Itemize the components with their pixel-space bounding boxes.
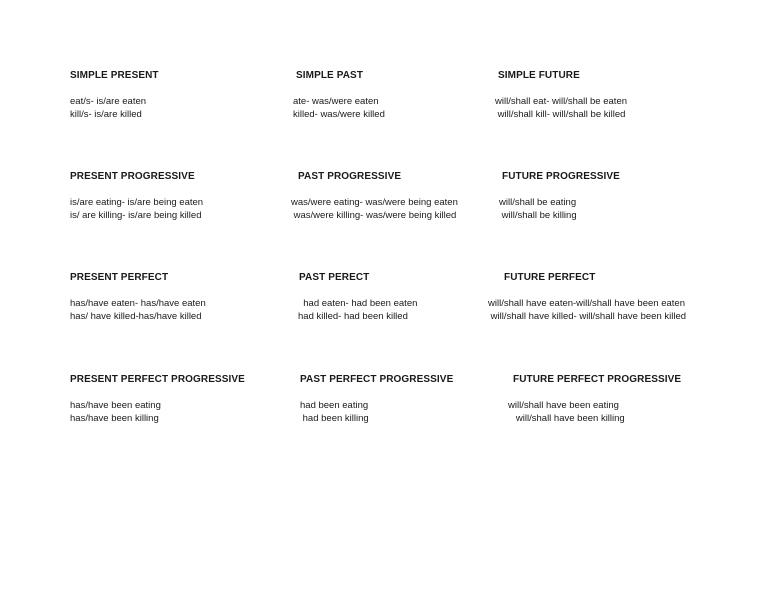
tense-line: had been eating xyxy=(300,400,369,411)
tense-line: has/have been eating xyxy=(70,400,161,411)
tense-heading: SIMPLE PRESENT xyxy=(70,70,159,81)
tense-heading: PRESENT PERFECT xyxy=(70,272,169,283)
tense-heading: PAST PERFECT PROGRESSIVE xyxy=(300,374,454,385)
tense-heading: PAST PROGRESSIVE xyxy=(298,171,402,182)
tense-block-future-perfect-progressive xyxy=(508,374,681,425)
tense-block-future-progressive xyxy=(499,171,620,222)
tense-line: will/shall have been killing xyxy=(508,413,625,424)
tense-block-past-perfect-progressive xyxy=(300,374,453,425)
tense-line: kill/s- is/are killed xyxy=(70,109,142,120)
tense-block-present-perfect-progressive xyxy=(70,374,245,425)
tense-block-present-perfect xyxy=(70,272,206,323)
tense-line: had killed- had been killed xyxy=(298,311,408,322)
tense-line: will/shall have killed- will/shall have been killed xyxy=(488,311,687,322)
tense-heading: SIMPLE FUTURE xyxy=(498,70,580,81)
tense-line: was/were eating- was/were being eaten xyxy=(291,197,458,208)
tense-heading: PRESENT PERFECT PROGRESSIVE xyxy=(70,374,245,385)
tense-heading: SIMPLE PAST xyxy=(296,70,364,81)
tense-block-simple-future xyxy=(495,70,627,121)
tense-heading: FUTURE PERFECT PROGRESSIVE xyxy=(513,374,682,385)
tense-heading: FUTURE PERFECT xyxy=(504,272,596,283)
tense-block-future-perfect xyxy=(488,272,686,323)
tense-line: was/were killing- was/were being killed xyxy=(291,210,457,221)
tense-line: is/ are killing- is/are being killed xyxy=(70,210,202,221)
tense-line: ate- was/were eaten xyxy=(293,96,379,107)
tense-line: will/shall have been eating xyxy=(508,400,619,411)
tense-line: had eaten- had been eaten xyxy=(298,298,418,309)
tense-heading: FUTURE PROGRESSIVE xyxy=(502,171,620,182)
tense-heading: PAST PERECT xyxy=(299,272,370,283)
tense-block-simple-past xyxy=(293,70,385,121)
tense-line: will/shall eat- will/shall be eaten xyxy=(495,96,628,107)
tense-line: has/have eaten- has/have eaten xyxy=(70,298,206,309)
tense-line: will/shall be eating xyxy=(499,197,577,208)
tense-line: will/shall kill- will/shall be killed xyxy=(495,109,626,120)
tense-block-present-progressive xyxy=(70,171,203,222)
tense-line: will/shall be killing xyxy=(499,210,577,221)
tense-line: has/ have killed-has/have killed xyxy=(70,311,202,322)
tense-line: eat/s- is/are eaten xyxy=(70,96,147,107)
tense-line: will/shall have eaten-will/shall have been eaten xyxy=(488,298,685,309)
tense-line: killed- was/were killed xyxy=(293,109,385,120)
tense-heading: PRESENT PROGRESSIVE xyxy=(70,171,195,182)
tense-line: has/have been killing xyxy=(70,413,159,424)
tense-block-past-perfect xyxy=(298,272,417,323)
tense-block-simple-present xyxy=(70,70,159,121)
tense-block-past-progressive xyxy=(291,171,458,222)
tense-line: is/are eating- is/are being eaten xyxy=(70,197,204,208)
tense-line: had been killing xyxy=(300,413,369,424)
